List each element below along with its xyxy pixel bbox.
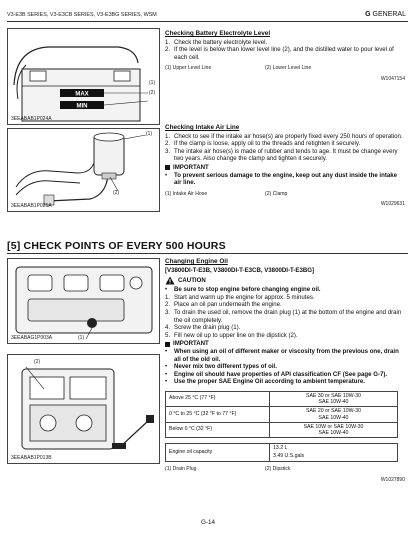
drain-plug-callout: (1) <box>78 335 85 341</box>
battery-illustration <box>8 29 160 125</box>
oil-section <box>165 258 405 485</box>
intake-callout-2: (2) <box>113 190 120 196</box>
battery-legend: (1) Upper Level Line (2) Lower Level Line <box>165 65 312 72</box>
intake-step: 3. The intake air hose(s) is made of rubber and tends to age. It must be change every two years. Also change the clamp and tighten it securely. <box>165 147 398 163</box>
oil-important-bullet: • Engine oil should have properties of API classification CF (See page G-7). <box>165 370 388 378</box>
oil-spec-table <box>165 391 398 438</box>
oil-caution-bullet: • Be sure to stop engine before changing engine oil. <box>165 286 321 294</box>
engine-side-illustration <box>8 355 160 464</box>
table-cell-label: Above 25 °C (77 °F) <box>166 391 270 406</box>
intake-callout-1: (1) <box>146 131 153 137</box>
intake-important-bullet: • To prevent serious damage to the engine, keep out any dust inside the intake air line. <box>165 171 398 187</box>
oil-important-bullet: • When using an oil of different maker or viscosity from the previous one, drain all of the old oil. <box>165 347 399 363</box>
intake-figure-code: 3EEABAB1P025A <box>11 203 52 209</box>
intake-section <box>165 124 405 209</box>
battery-step: 1. Check the battery electrolyte level. <box>165 38 268 46</box>
oil-important-bullet: • Use the proper SAE Engine Oil according to ambient temperature. <box>165 378 365 386</box>
oil-code: W1027890 <box>380 476 405 483</box>
oil-important-bullet: • Never mix two different types of oil. <box>165 363 277 371</box>
section-heading: [5] CHECK POINTS OF EVERY 500 HOURS <box>7 240 226 252</box>
intake-figure <box>7 128 160 212</box>
battery-code: W1047154 <box>380 75 405 82</box>
intake-illustration <box>8 129 160 212</box>
oil-title: Changing Engine Oil <box>165 258 228 265</box>
header-section <box>365 11 406 18</box>
table-cell-label: Below 0 °C (32 °F) <box>166 422 270 437</box>
oil-step: 4. Screw the drain plug (1). <box>165 324 241 332</box>
oil-caution: CAUTION <box>165 276 405 285</box>
battery-title: Checking Battery Electrolyte Level <box>165 30 271 37</box>
table-cell-value: 13.2 L 3.49 U.S.gals <box>270 444 398 462</box>
battery-callout-1: (1) <box>149 80 156 86</box>
engine-bottom-figure <box>7 258 160 344</box>
oil-step: 2. Place an oil pan underneath the engine. <box>165 301 282 309</box>
page-number: G-14 <box>201 519 215 526</box>
table-cell-label: Engine oil capacity <box>166 444 270 462</box>
intake-legend: (1) Intake Air Hose (2) Clamp <box>165 190 288 197</box>
table-cell-value: SAE 10W or SAE 10W-30 SAE 10W-40 <box>270 422 398 437</box>
intake-step: 2. If the clamp is loose, apply oil to the threads and retighten it securely. <box>165 140 361 148</box>
intake-important: IMPORTANT <box>165 164 405 172</box>
table-row <box>166 407 398 422</box>
engine-bottom-figure-code: 3EEABAG1P003A <box>11 335 53 341</box>
engine-side-figure-code: 3EEABAB1P013B <box>11 455 52 461</box>
square-bullet-icon <box>165 165 170 170</box>
oil-step: 5. Fill new oil up to upper line on the dipstick (2). <box>165 331 298 339</box>
warning-triangle-icon <box>165 276 175 285</box>
oil-capacity-table <box>165 443 398 462</box>
header-section-name: GENERAL <box>372 11 406 18</box>
table-cell-value: SAE 20 or SAE 10W-30 SAE 10W-40 <box>270 407 398 422</box>
battery-figure <box>7 28 160 125</box>
header-divider <box>7 21 408 22</box>
table-row <box>166 422 398 437</box>
square-bullet-icon <box>165 342 170 347</box>
oil-models: [V3800DI-T-E3B, V3800DI-T-E3CB, V3800DI-T-E3BG] <box>165 266 315 274</box>
oil-step: 1. Start and warm up the engine for approx. 5 minutes. <box>165 293 315 301</box>
battery-figure-code: 3EEABAB1P024A <box>11 116 52 122</box>
engine-bottom-illustration <box>8 259 160 344</box>
header-section-letter: G <box>365 11 371 18</box>
table-cell-label: 0 °C to 25 °C (32 °F to 77 °F) <box>166 407 270 422</box>
engine-side-figure <box>7 354 160 464</box>
oil-legend: (1) Drain Plug (2) Dipstick <box>165 466 291 473</box>
table-row <box>166 444 398 462</box>
intake-title: Checking Intake Air Line <box>165 124 240 131</box>
battery-section <box>165 30 405 84</box>
battery-min-label: MIN <box>76 103 88 110</box>
dipstick-callout: (2) <box>34 359 41 365</box>
battery-max-label: MAX <box>75 91 89 98</box>
battery-callout-2: (2) <box>149 90 156 96</box>
header-series: V3-E3B SERIES, V3-E3CB SERIES, V3-E3BG SERIES, WSM <box>7 12 157 18</box>
battery-step: 2. If the level is below than lower level line (2), and the distilled water to pour level of each cell. <box>165 46 394 61</box>
oil-important: IMPORTANT <box>165 340 405 348</box>
intake-step: 1. Check to see if the intake air hose(s) are properly fixed every 250 hours of operation. <box>165 132 403 140</box>
table-row <box>166 391 398 406</box>
intake-code: W1029631 <box>380 201 405 208</box>
table-cell-value: SAE 30 or SAE 10W-30 SAE 10W-40 <box>270 391 398 406</box>
section-divider <box>7 253 408 254</box>
oil-step: 3. To drain the used oil, remove the drain plug (1) at the bottom of the engine and drain the oil completely. <box>165 308 402 324</box>
